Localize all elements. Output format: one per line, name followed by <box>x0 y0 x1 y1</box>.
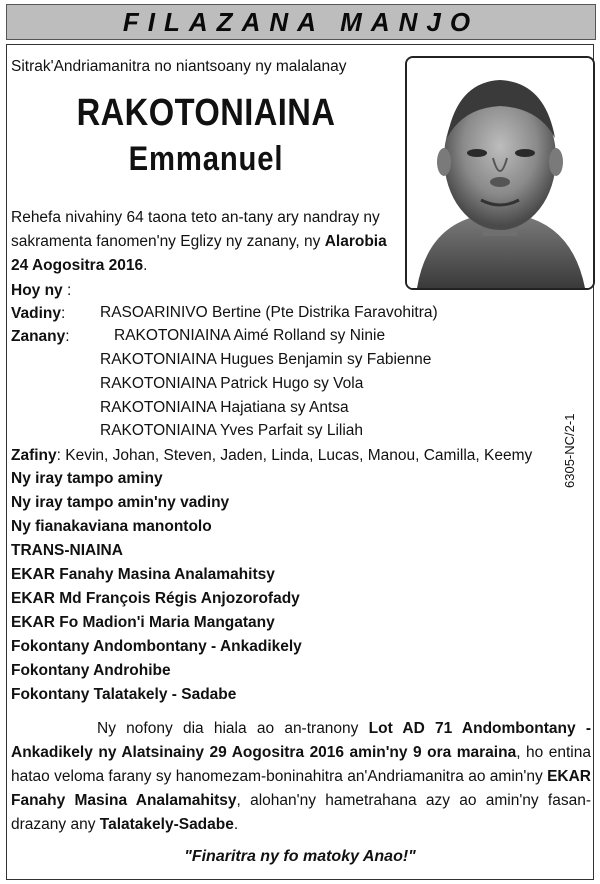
reference-code: 6305-NC/2-1 <box>562 413 577 488</box>
hoy-ny-line: Hoy ny : <box>11 282 72 299</box>
notice-header <box>6 4 596 40</box>
portrait-photo-graphic <box>407 58 593 288</box>
mourner-line: Fokontany Androhibe <box>11 662 171 679</box>
mourner-line: EKAR Md François Régis Anjozorofady <box>11 590 300 607</box>
funeral-departure: Lot AD 71 Andombontany - Ankadikely ny Alatsinainy 29 Aogositra 2016 amin'ny 9 ora maraina <box>11 720 591 761</box>
child-name: RAKOTONIAINA Hajatiana sy Antsa <box>100 399 349 416</box>
vadiny-row: Vadiny: <box>11 305 66 322</box>
funeral-details: Ny nofony dia hiala ao an-tranony Lot AD 71 Andombontany - Ankadikely ny Alatsinainy 29 Aogositra 2016 amin'ny 9 ora maraina, ho entina hatao veloma farany sy hanomezam-boninahitra an'Andriamanitra ao amin'ny EKAR Fanahy Masina Analamahitsy, alohan'ny hametrahana azy ao amin'ny fasan-drazany any Talatakely-Sadabe. <box>11 720 591 833</box>
zafiny-label: Zafiny <box>11 447 57 464</box>
vadiny-name: RASOARINIVO Bertine (Pte Distrika Faravohitra) <box>100 304 438 321</box>
mourner-line: EKAR Fanahy Masina Analamahitsy <box>11 566 275 583</box>
mourner-line: Fokontany Andombontany - Ankadikely <box>11 638 302 655</box>
burial-place: Talatakely-Sadabe <box>99 816 234 833</box>
intro-text: Sitrak'Andriamanitra no niantsoany ny malalanay <box>11 58 347 75</box>
mourner-line: EKAR Fo Madion'i Maria Mangatany <box>11 614 275 631</box>
deceased-given-name: Emmanuel <box>128 140 284 178</box>
mourner-line: Ny iray tampo amin'ny vadiny <box>11 494 230 511</box>
mourner-line: TRANS-NIAINA <box>11 542 123 559</box>
notice-header-title: FILAZANA MANJO <box>122 6 480 37</box>
mourner-line: Ny fianakaviana manontolo <box>11 518 212 535</box>
portrait-photo <box>405 56 595 290</box>
death-date: Alarobia 24 Aogositra 2016 <box>11 233 387 274</box>
zafiny-names: : Kevin, Johan, Steven, Jaden, Linda, Lucas, Manou, Camilla, Keemy <box>56 447 533 464</box>
deceased-surname: RAKOTONIAINA <box>76 92 336 134</box>
funeral-church: EKAR Fanahy Masina Analamahitsy <box>11 768 591 809</box>
zanany-label: Zanany <box>11 328 66 345</box>
child-name: RAKOTONIAINA Patrick Hugo sy Vola <box>100 375 364 392</box>
zanany-row: Zanany: <box>11 328 70 345</box>
zafiny-row <box>11 446 532 466</box>
mourner-line: Ny iray tampo aminy <box>11 470 163 487</box>
child-name: RAKOTONIAINA Aimé Rolland sy Ninie <box>114 327 386 344</box>
announcement-text: Rehefa nivahiny 64 taona teto an-tany ary nandray ny sakramenta fanomen'ny Eglizy ny zanany, ny Alarobia 24 Aogositra 2016. <box>11 209 387 274</box>
closing-quote: "Finaritra ny fo matoky Anao!" <box>184 848 416 865</box>
child-name: RAKOTONIAINA Hugues Benjamin sy Fabienne <box>100 351 432 368</box>
mourner-line: Fokontany Talatakely - Sadabe <box>11 686 237 703</box>
vadiny-label: Vadiny <box>11 305 61 322</box>
child-name: RAKOTONIAINA Yves Parfait sy Liliah <box>100 422 364 439</box>
